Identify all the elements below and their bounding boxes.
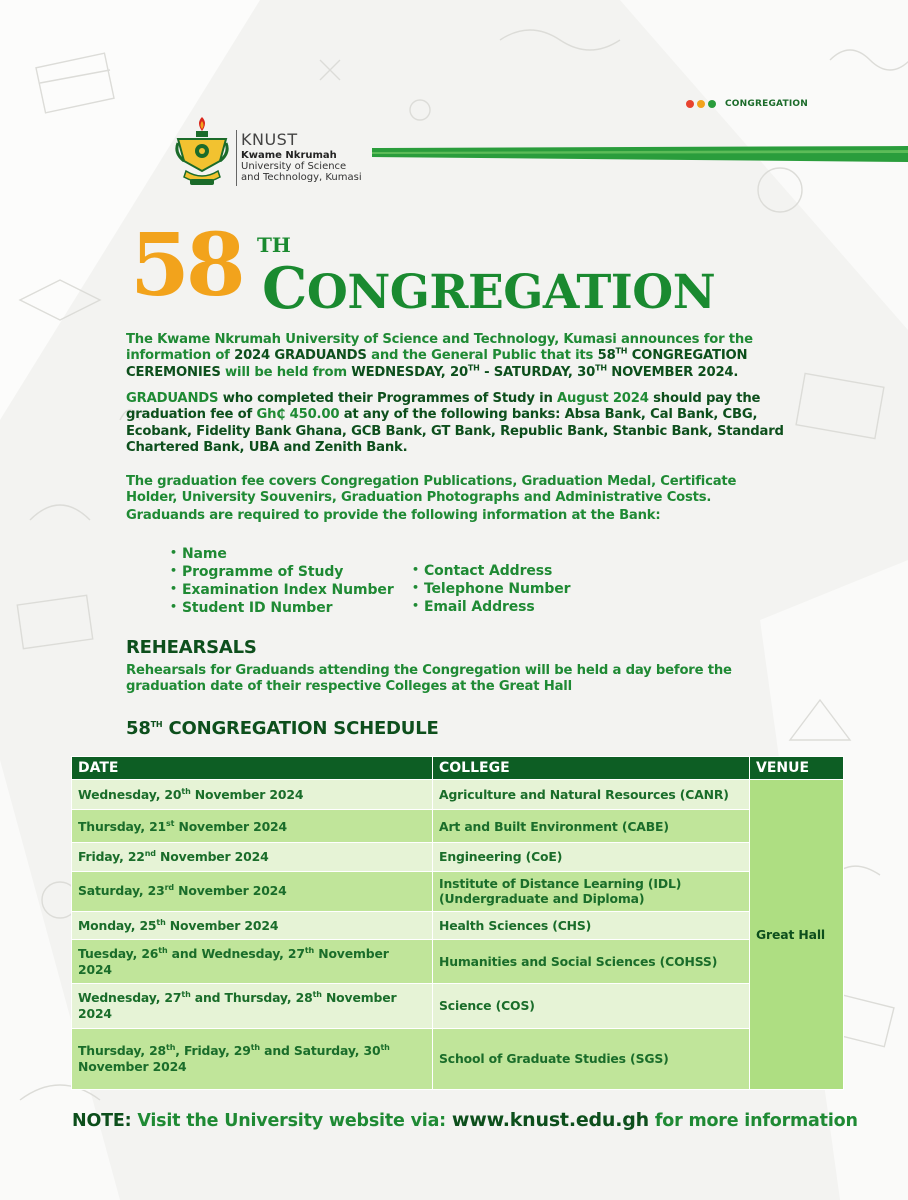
schedule-heading-number: 58 bbox=[126, 718, 151, 739]
intro-paragraph-4: Graduands are required to provide the following information at the Bank: bbox=[126, 508, 661, 523]
cell-college: Humanities and Social Sciences (COHSS) bbox=[433, 939, 750, 983]
schedule-heading bbox=[126, 718, 439, 739]
info-item-index-number: • Examination Index Number bbox=[170, 581, 394, 600]
table-header-row bbox=[72, 757, 844, 780]
cell-college: School of Graduate Studies (SGS) bbox=[433, 1028, 750, 1089]
p1-month: NOVEMBER 2024. bbox=[606, 364, 739, 380]
cell-college: Science (COS) bbox=[433, 984, 750, 1028]
p1-text-c: and the General Public that its bbox=[366, 348, 598, 364]
page-title bbox=[262, 255, 716, 323]
date-text: November 2024 bbox=[173, 883, 287, 899]
date-text: Tuesday, 26 bbox=[78, 946, 159, 962]
schedule-heading-sup: TH bbox=[150, 720, 163, 729]
title-number: 58 bbox=[130, 215, 242, 316]
cell-date bbox=[72, 871, 433, 911]
logo-name-line1: Kwame Nkrumah bbox=[241, 150, 337, 161]
table-row bbox=[72, 780, 844, 810]
p1-end-sup: TH bbox=[595, 363, 607, 373]
tag-dot-red bbox=[686, 100, 694, 108]
p1-number-sup: TH bbox=[615, 346, 628, 356]
date-ordinal: th bbox=[304, 946, 315, 955]
intro-paragraph-2 bbox=[126, 391, 786, 456]
title-initial: C bbox=[262, 255, 307, 322]
date-ordinal: th bbox=[158, 946, 168, 955]
date-text: , Friday, 29 bbox=[175, 1043, 251, 1059]
date-text: Thursday, 21 bbox=[78, 818, 167, 834]
table-row bbox=[72, 1028, 844, 1089]
table-row bbox=[72, 939, 844, 983]
date-text: and Wednesday, 27 bbox=[167, 946, 305, 962]
cell-college: Health Sciences (CHS) bbox=[433, 911, 750, 939]
table-row bbox=[72, 843, 844, 871]
date-ordinal: th bbox=[181, 786, 191, 796]
footer-note bbox=[72, 1109, 858, 1131]
date-ordinal: st bbox=[166, 818, 175, 828]
p1-dates bbox=[351, 365, 738, 380]
rehearsals-heading: REHEARSALS bbox=[126, 637, 257, 658]
date-ordinal: rd bbox=[164, 883, 174, 893]
table-row bbox=[72, 984, 844, 1028]
date-text: Monday, 25 bbox=[78, 917, 157, 933]
schedule-heading-text: CONGREGATION SCHEDULE bbox=[162, 718, 439, 739]
table-row bbox=[72, 871, 844, 911]
info-item-contact-address: • Contact Address bbox=[412, 562, 552, 581]
cell-college: Engineering (CoE) bbox=[433, 843, 750, 871]
title-ordinal: TH bbox=[257, 233, 291, 257]
date-text: Thursday, 28 bbox=[78, 1043, 167, 1059]
date-ordinal: th bbox=[312, 990, 322, 1000]
p2-text-d: should pay the graduation fee of bbox=[126, 391, 761, 423]
date-ordinal: th bbox=[380, 1043, 390, 1053]
cell-venue: Great Hall bbox=[750, 780, 844, 1090]
logo-divider bbox=[236, 130, 237, 186]
p1-start: WEDNESDAY, 20 bbox=[351, 364, 468, 380]
column-header-date: DATE bbox=[72, 757, 433, 780]
intro-paragraph-3: The graduation fee covers Congregation Publications, Graduation Medal, Certificate Holder, University Souvenirs, Graduation Photographs and Administrative Costs. bbox=[126, 474, 737, 506]
p2-text-f: at any of the following banks: bbox=[339, 407, 565, 423]
note-label: NOTE: bbox=[72, 1111, 132, 1131]
intro-paragraph-1 bbox=[126, 332, 786, 381]
date-text: Friday, 22 bbox=[78, 849, 145, 865]
logo-name-line2: University of Science bbox=[241, 161, 347, 172]
date-text: Wednesday, 20 bbox=[78, 786, 182, 802]
cell-date bbox=[72, 939, 433, 983]
logo-name-line3: and Technology, Kumasi bbox=[241, 172, 362, 183]
date-text: Saturday, 23 bbox=[78, 883, 165, 899]
p1-text-a: The Kwame Nkrumah University of Science and Technology, Kumasi announces for the information of bbox=[126, 332, 753, 364]
category-tag bbox=[686, 99, 808, 109]
p2-text-b: who completed their Programmes of Study in bbox=[218, 391, 558, 406]
p2-graduands: GRADUANDS bbox=[126, 391, 219, 406]
note-text-b: for more information bbox=[649, 1111, 858, 1131]
date-text: November 2024 bbox=[155, 849, 269, 865]
column-header-venue: VENUE bbox=[750, 757, 844, 780]
knust-crest-logo bbox=[174, 113, 230, 189]
date-text: November 2024 bbox=[78, 990, 397, 1021]
website-link[interactable]: www.knust.edu.gh bbox=[451, 1109, 649, 1131]
date-ordinal: nd bbox=[144, 849, 156, 859]
p1-number: 58 bbox=[597, 348, 616, 364]
schedule-body bbox=[72, 780, 844, 1090]
date-text: November 2024 bbox=[165, 917, 279, 933]
info-item-programme: • Programme of Study bbox=[170, 563, 343, 582]
cell-date bbox=[72, 810, 433, 843]
cell-college: Art and Built Environment (CABE) bbox=[433, 810, 750, 843]
table-row bbox=[72, 911, 844, 939]
date-text: November 2024 bbox=[190, 786, 304, 802]
cell-college: Agriculture and Natural Resources (CANR) bbox=[433, 780, 750, 810]
p1-graduands: 2024 GRADUANDS bbox=[234, 348, 367, 364]
note-text-a: Visit the University website via: bbox=[131, 1111, 452, 1131]
tag-dot-yellow bbox=[697, 100, 705, 108]
cell-college: Institute of Distance Learning (IDL) (Undergraduate and Diploma) bbox=[433, 871, 750, 911]
column-header-college: COLLEGE bbox=[433, 757, 750, 780]
date-text: November 2024 bbox=[174, 818, 287, 834]
p1-end: - SATURDAY, 30 bbox=[479, 364, 596, 380]
table-row bbox=[72, 810, 844, 843]
p2-month: August 2024 bbox=[557, 391, 649, 406]
cell-date bbox=[72, 843, 433, 871]
cell-date bbox=[72, 1028, 433, 1089]
p2-fee: Gh₵ 450.00 bbox=[256, 407, 340, 423]
date-text: November 2024 bbox=[78, 1058, 187, 1074]
cell-date bbox=[72, 780, 433, 810]
cell-date bbox=[72, 911, 433, 939]
date-text: November 2024 bbox=[78, 946, 389, 977]
date-text: and Saturday, 30 bbox=[259, 1043, 381, 1059]
tag-dot-green bbox=[708, 100, 716, 108]
date-text: Wednesday, 27 bbox=[78, 990, 182, 1006]
logo-fullname bbox=[241, 150, 381, 183]
logo-acronym: KNUST bbox=[241, 130, 298, 149]
info-item-email: • Email Address bbox=[412, 598, 535, 617]
p1-start-sup: TH bbox=[467, 363, 480, 373]
title-rest: ONGREGATION bbox=[306, 265, 716, 320]
tag-label: CONGREGATION bbox=[725, 99, 808, 109]
p2-banks: Absa Bank, Cal Bank, CBG, Ecobank, Fidelity Bank Ghana, GCB Bank, GT Bank, Republic Bank, Stanbic Bank, Standard Chartered Bank, UBA and Zenith Bank. bbox=[126, 407, 784, 455]
rehearsals-text: Rehearsals for Graduands attending the Congregation will be held a day before the graduation date of their respective Colleges at the Great Hall bbox=[126, 663, 732, 695]
schedule-table bbox=[71, 756, 844, 1090]
date-ordinal: th bbox=[166, 1043, 176, 1053]
p1-ceremonies: CONGREGATION CEREMONIES bbox=[126, 348, 748, 380]
cell-date bbox=[72, 984, 433, 1028]
date-text: and Thursday, 28 bbox=[190, 990, 313, 1006]
info-item-name: • Name bbox=[170, 545, 227, 564]
info-item-telephone: • Telephone Number bbox=[412, 580, 570, 599]
info-item-student-id: • Student ID Number bbox=[170, 599, 332, 618]
date-ordinal: th bbox=[181, 990, 191, 1000]
p1-text-f: will be held from bbox=[220, 364, 352, 380]
date-ordinal: th bbox=[156, 917, 166, 927]
date-ordinal: th bbox=[250, 1043, 260, 1053]
green-swoosh-bar bbox=[372, 146, 908, 162]
